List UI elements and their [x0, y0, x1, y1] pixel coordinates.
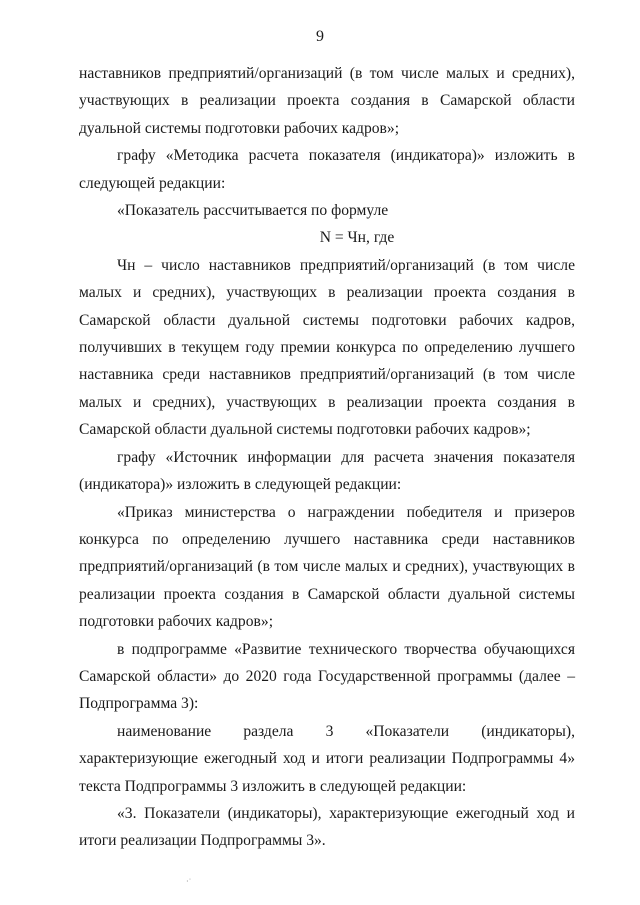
paragraph-source-heading: графу «Источник информации для расчета значения показателя (индикатора)» изложить в следующей редакции:	[79, 448, 575, 494]
paragraph-formula-definition: Чн – число наставников предприятий/организаций (в том числе малых и средних), участвующих в реализации проекта создания в Самарской области дуальной системы подготовки рабочих кадров, получивших в текущем году премии конкурса по определению лучшего наставника среди наставников предприятий/организаций (в том числе малых и средних), участвующих в реализации проекта создания в Самарской области дуальной системы подготовки рабочих кадров»;	[79, 256, 575, 439]
paragraph-subprogram-3: в подпрограмме «Развитие технического творчества обучающихся Самарской области» до 2020 года Государственной программы (далее – Подпрограмма 3):	[79, 640, 575, 713]
paragraph-source-text: «Приказ министерства о награждении победителя и призеров конкурса по определению лучшего наставника среди наставников предприятий/организаций (в том числе малых и средних), участвующих в реализации проекта создания в Самарской области дуальной системы подготовки рабочих кадров»;	[79, 503, 575, 631]
paragraph-formula-intro: «Показатель рассчитывается по формуле	[117, 202, 389, 220]
paragraph-section-3-title: «3. Показатели (индикаторы), характеризующие ежегодный ход и итоги реализации Подпрограммы 3».	[79, 804, 575, 850]
page-number: 9	[316, 28, 324, 45]
document-body	[79, 60, 575, 855]
paragraph-section-title-change: наименование раздела 3 «Показатели (индикаторы), характеризующие ежегодный ход и итоги реализации Подпрограммы 4» текста Подпрограммы 3 изложить в следующей редакции:	[79, 722, 575, 795]
paragraph-methodology-heading: графу «Методика расчета показателя (индикатора)» изложить в следующей редакции:	[79, 147, 575, 192]
scan-mark: ·˙	[186, 877, 192, 886]
formula: N = Чн, где	[319, 229, 395, 247]
paragraph-continuation: наставников предприятий/организаций (в том числе малых и средних), участвующих в реализации проекта создания в Самарской области дуальной системы подготовки рабочих кадров»;	[79, 65, 575, 137]
